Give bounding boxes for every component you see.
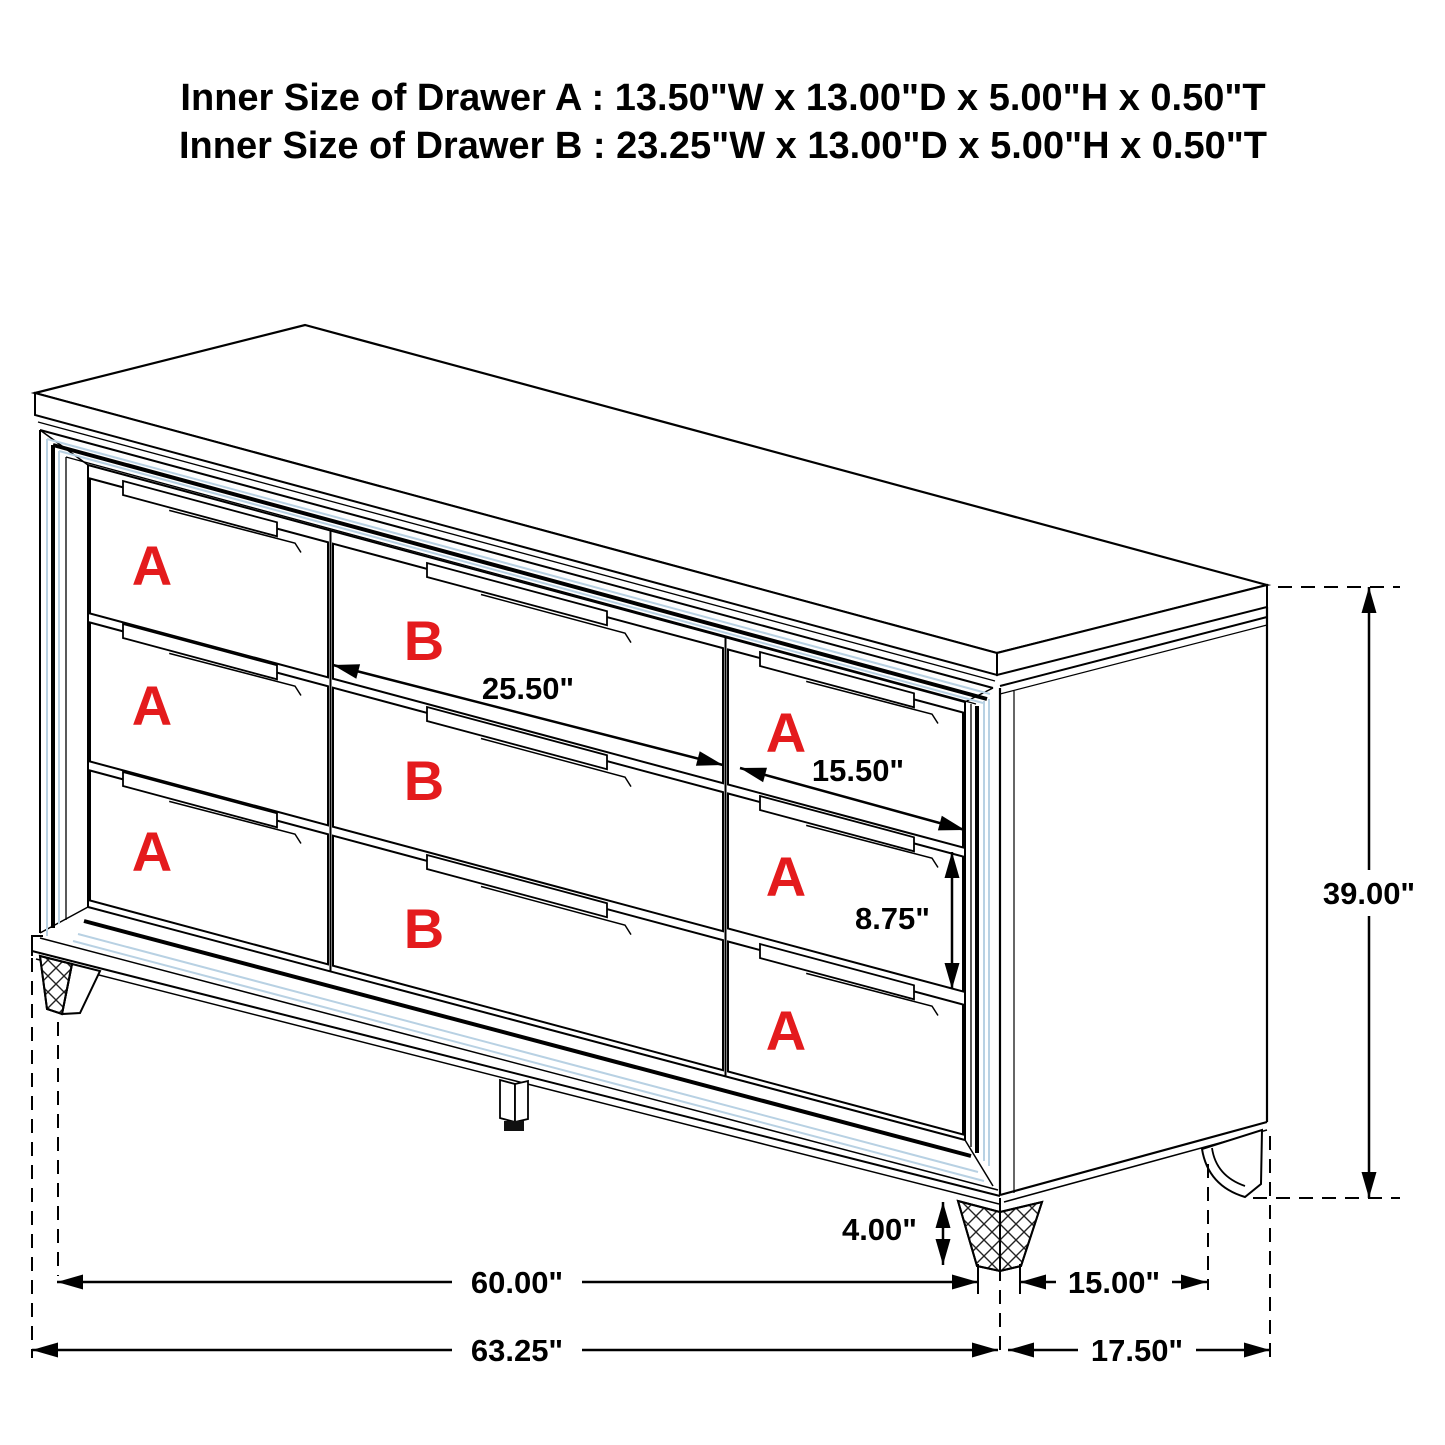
dim-label-17-50: 17.50" xyxy=(1090,1333,1184,1368)
label-drawer-a: A xyxy=(765,701,807,764)
label-drawer-a: A xyxy=(131,674,173,737)
center-support-leg xyxy=(500,1080,528,1131)
dimension-leg-height xyxy=(842,1202,951,1265)
dim-label-39-00: 39.00" xyxy=(1322,876,1416,911)
center-leg-foot xyxy=(504,1121,524,1131)
dimension-front-width xyxy=(57,1265,978,1300)
title-block xyxy=(179,77,1267,167)
dimension-overall-width xyxy=(32,1333,998,1368)
dimension-side-depth xyxy=(1020,1265,1207,1300)
front-left-leg xyxy=(40,956,100,1014)
label-drawer-b: B xyxy=(403,897,445,960)
label-drawer-a: A xyxy=(765,845,807,908)
dim-label-15-00: 15.00" xyxy=(1067,1265,1161,1300)
label-drawer-b: B xyxy=(403,609,445,672)
dim-label-63-25: 63.25" xyxy=(470,1333,564,1368)
dim-label-15-50: 15.50" xyxy=(811,753,905,788)
dim-label-25-50: 25.50" xyxy=(481,671,575,706)
dim-label-8-75: 8.75" xyxy=(854,901,930,936)
title-line-2: Inner Size of Drawer B : 23.25"W x 13.00"D x 5.00"H x 0.50"T xyxy=(179,125,1267,167)
dimension-overall-depth xyxy=(1008,1333,1270,1368)
dim-label-60-00: 60.00" xyxy=(470,1265,564,1300)
label-drawer-a: A xyxy=(131,534,173,597)
title-line-1: Inner Size of Drawer A : 13.50"W x 13.00"D x 5.00"H x 0.50"T xyxy=(180,77,1266,119)
label-drawer-b: B xyxy=(403,749,445,812)
label-drawer-a: A xyxy=(765,999,807,1062)
dim-label-4-00: 4.00" xyxy=(841,1212,917,1247)
dimension-overall-height xyxy=(1323,587,1415,1198)
label-drawer-a: A xyxy=(131,820,173,883)
back-right-leg xyxy=(1202,1130,1262,1197)
dresser-side-panel xyxy=(1000,607,1267,1202)
